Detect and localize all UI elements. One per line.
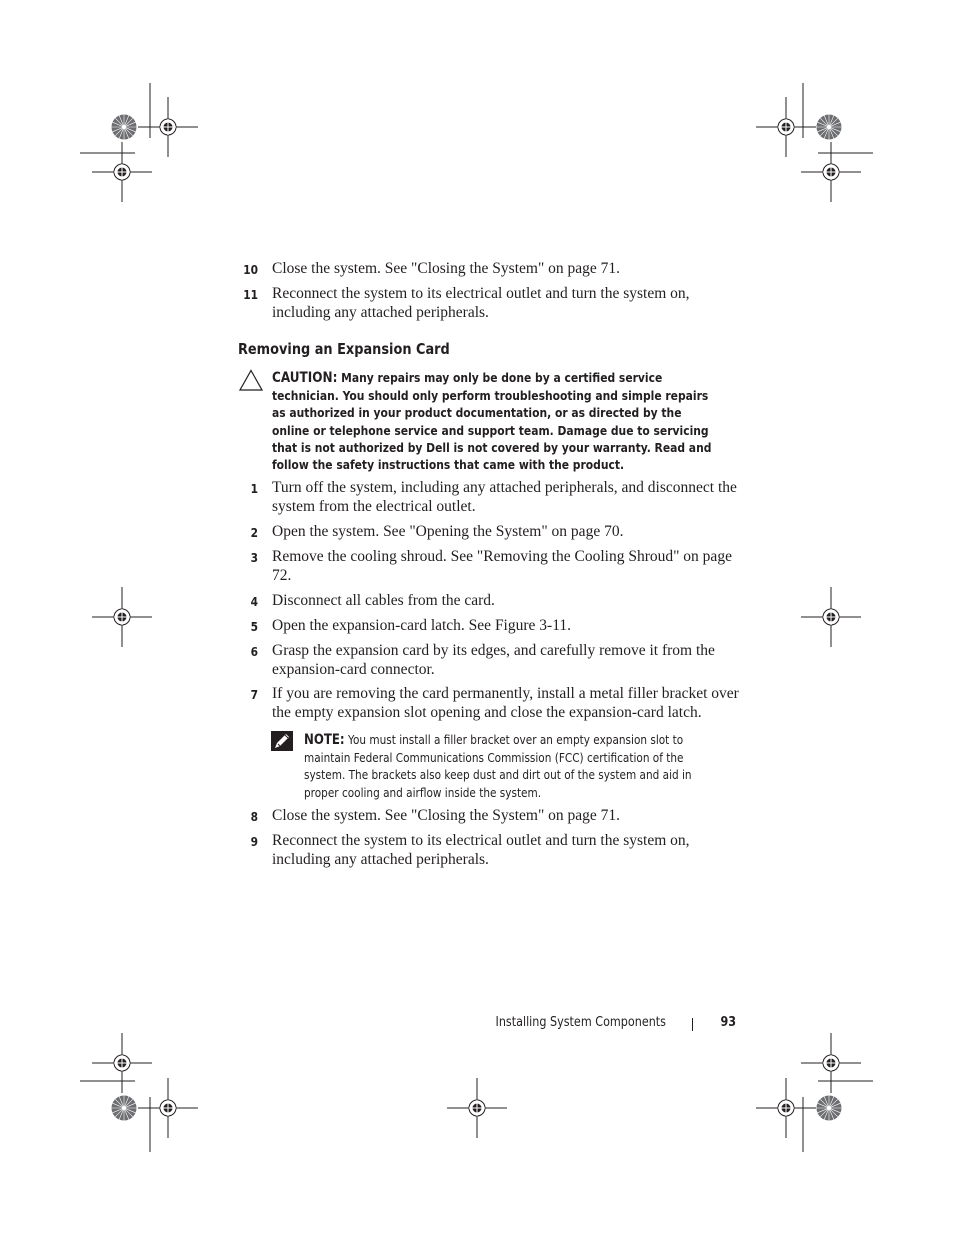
crosshair-top-right-1	[756, 97, 816, 157]
star-target-top-right	[817, 115, 842, 140]
star-target-bottom-left	[112, 1096, 137, 1121]
step-text: Reconnect the system to its electrical outlet and turn the system on, including any attached peripherals.	[272, 832, 690, 868]
crosshair-middle-right	[801, 587, 861, 647]
note-text: You must install a filler bracket over an empty expansion slot to maintain Federal Communications Commission (FCC) certification of the system. The brackets also keep dust and dirt out of the system and aid in proper cooling and airflow inside the system.	[304, 732, 692, 800]
step-number: 4	[250, 594, 258, 609]
crosshair-middle-left	[92, 587, 152, 647]
step-text: Open the system. See "Opening the System" on page 70.	[272, 523, 624, 540]
crosshair-bottom-right-1	[756, 1078, 816, 1138]
step-number: 5	[250, 619, 258, 634]
step-number: 8	[250, 809, 258, 824]
step-text: Remove the cooling shroud. See "Removing the Cooling Shroud" on page 72.	[272, 548, 732, 584]
caution-block	[272, 369, 719, 473]
caution-text: Many repairs may only be done by a certified service technician. You should only perform troubleshooting and simple repairs as authorized in your product documentation, or as directed by the online or telephone service and support team. Damage due to servicing that is not authorized by Dell is not covered by your warranty. Read and follow the safety instructions that came with the product.	[272, 370, 712, 473]
crosshair-top-right-2	[801, 142, 861, 202]
crosshair-bottom-left-2	[92, 1033, 152, 1093]
step-number: 3	[250, 550, 258, 565]
step-text: Close the system. See "Closing the System" on page 71.	[272, 807, 621, 824]
footer-section-title: Installing System Components	[495, 1015, 666, 1030]
step-text: Close the system. See "Closing the System" on page 71.	[272, 260, 621, 277]
footer-separator	[692, 1018, 693, 1031]
step-number: 10	[243, 262, 258, 277]
step-number: 11	[243, 287, 258, 302]
page-number: 93	[720, 1015, 736, 1030]
star-target-bottom-right	[817, 1096, 842, 1121]
step-text: Turn off the system, including any attached peripherals, and disconnect the system from the electrical outlet.	[272, 479, 737, 515]
star-target-top-left	[112, 115, 137, 140]
crosshair-top-left-2	[92, 142, 152, 202]
caution-triangle-icon	[239, 369, 263, 391]
crosshair-bottom-right-2	[801, 1033, 861, 1093]
step-text: If you are removing the card permanently, install a metal filler bracket over the empty expansion slot opening and close the expansion-card latch.	[272, 685, 739, 721]
crosshair-top-left-1	[138, 97, 198, 157]
caution-label: CAUTION:	[272, 370, 338, 386]
step-number: 9	[250, 834, 258, 849]
note-block	[304, 731, 724, 801]
section-heading: Removing an Expansion Card	[238, 340, 450, 358]
step-text: Reconnect the system to its electrical outlet and turn the system on, including any attached peripherals.	[272, 285, 690, 321]
step-number: 2	[250, 525, 258, 540]
step-text: Open the expansion-card latch. See Figure 3-11.	[272, 617, 571, 634]
step-number: 7	[250, 687, 258, 702]
note-pencil-icon	[271, 731, 293, 751]
note-label: NOTE:	[304, 732, 345, 748]
step-text: Disconnect all cables from the card.	[272, 592, 495, 609]
step-number: 1	[250, 481, 258, 496]
crosshair-bottom-center	[447, 1078, 507, 1138]
crosshair-bottom-left-1	[138, 1078, 198, 1138]
step-number: 6	[250, 644, 258, 659]
step-text: Grasp the expansion card by its edges, and carefully remove it from the expansion-card connector.	[272, 642, 715, 678]
